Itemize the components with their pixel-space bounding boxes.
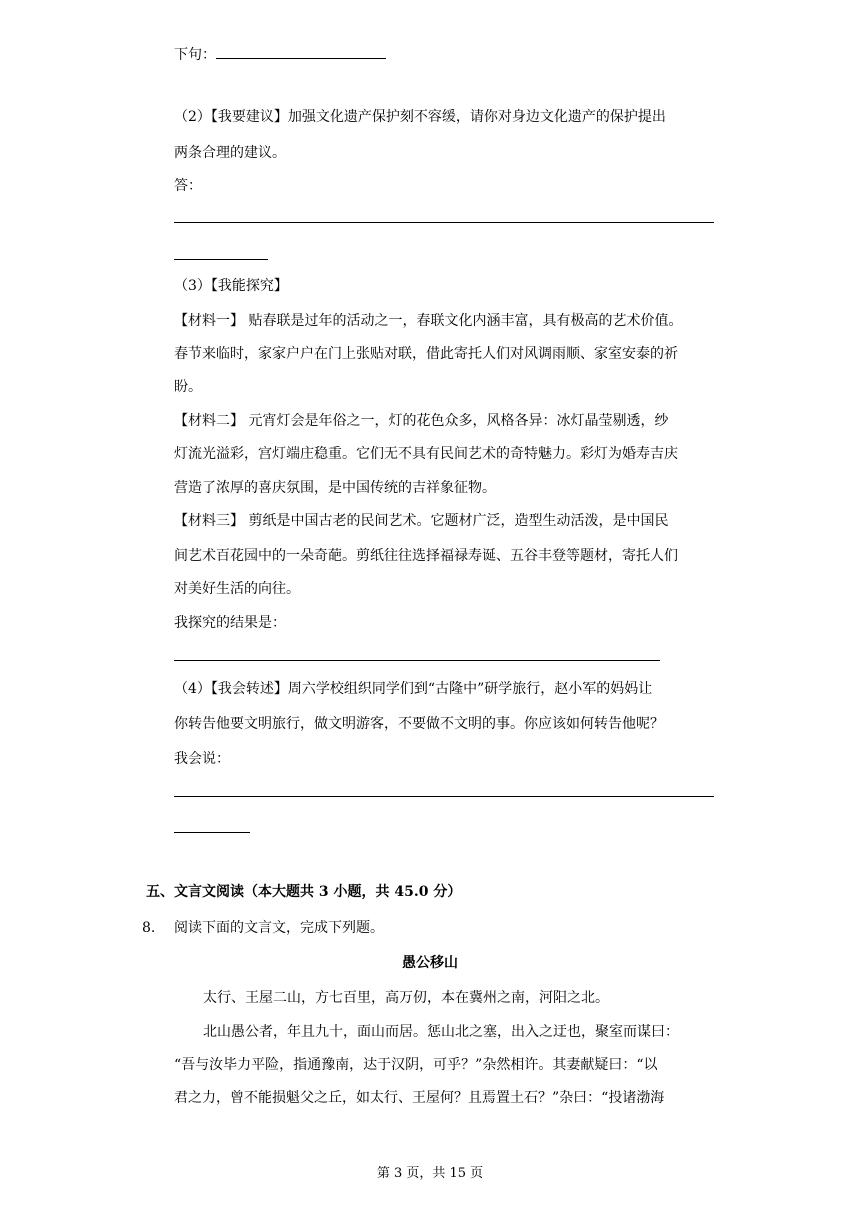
material-3-line-1: 【材料三】 剪纸是中国古老的民间艺术。它题材广泛，造型生动活泼，是中国民 [174,513,669,529]
answer-blank[interactable] [174,259,268,260]
next-sentence-label: 下句： [174,47,216,63]
question-4-line-1: （4）【我会转述】周六学校组织同学们到“古隆中”研学旅行，赵小军的妈妈让 [174,681,653,697]
answer-blank[interactable] [216,44,386,59]
question-4-line-2: 你转告他要文明旅行，做文明游客，不要做不文明的事。你应该如何转告他呢？ [174,716,664,732]
i-will-say-label: 我会说： [174,751,230,767]
material-1-line-1: 【材料一】 贴春联是过年的活动之一，春联文化内涵丰富，具有极高的艺术价值。 [174,313,683,329]
passage-para-1: 太行、王屋二山，方七百里，高万仞，本在冀州之南，河阳之北。 [203,990,609,1006]
passage-para-2-line-1: 北山愚公者，年且九十，面山而居。惩山北之塞，出入之迂也，聚室而谋曰： [203,1024,679,1040]
material-2-line-1: 【材料二】 元宵灯会是年俗之一，灯的花色众多，风格各异：冰灯晶莹剔透，纱 [174,413,669,429]
answer-label: 答： [174,178,202,194]
section-heading: 五、文言文阅读（本大题共 3 小题，共 45.0 分） [146,884,462,900]
answer-blank[interactable] [174,222,714,223]
page-footer: 第 3 页，共 15 页 [376,1166,484,1181]
question-8-prompt: 阅读下面的文言文，完成下列题。 [174,920,384,936]
inquiry-result-label: 我探究的结果是： [174,615,286,631]
answer-blank[interactable] [174,796,714,797]
material-1-line-2: 春节来临时，家家户户在门上张贴对联，借此寄托人们对风调雨顺、家室安泰的祈 [174,346,678,362]
question-2-line-1: （2）【我要建议】加强文化遗产保护刻不容缓，请你对身边文化遗产的保护提出 [174,109,666,125]
question-3-label: （3）【我能探究】 [174,278,288,294]
answer-blank[interactable] [174,660,660,661]
question-number: 8. [142,920,156,936]
material-3-line-3: 对美好生活的向往。 [174,581,300,597]
material-3-line-2: 间艺术百花园中的一朵奇葩。剪纸往往选择福禄寿诞、五谷丰登等题材，寄托人们 [174,548,678,564]
passage-para-2-line-2: “吾与汝毕力平险，指通豫南，达于汉阴，可乎？”杂然相许。其妻献疑曰：“以 [174,1057,658,1073]
line-next-sentence [174,44,386,65]
material-2-line-3: 营造了浓厚的喜庆氛围，是中国传统的吉祥象征物。 [174,480,496,496]
material-1-line-3: 盼。 [174,379,202,395]
question-2-line-2: 两条合理的建议。 [174,145,286,161]
passage-title: 愚公移山 [402,955,458,971]
material-2-line-2: 灯流光溢彩，宫灯端庄稳重。它们无不具有民间艺术的奇特魅力。彩灯为婚寿吉庆 [174,446,678,462]
passage-para-2-line-3: 君之力，曾不能损魁父之丘，如太行、王屋何？且焉置土石？”杂曰：“投诸渤海 [174,1090,665,1106]
answer-blank[interactable] [174,832,250,833]
